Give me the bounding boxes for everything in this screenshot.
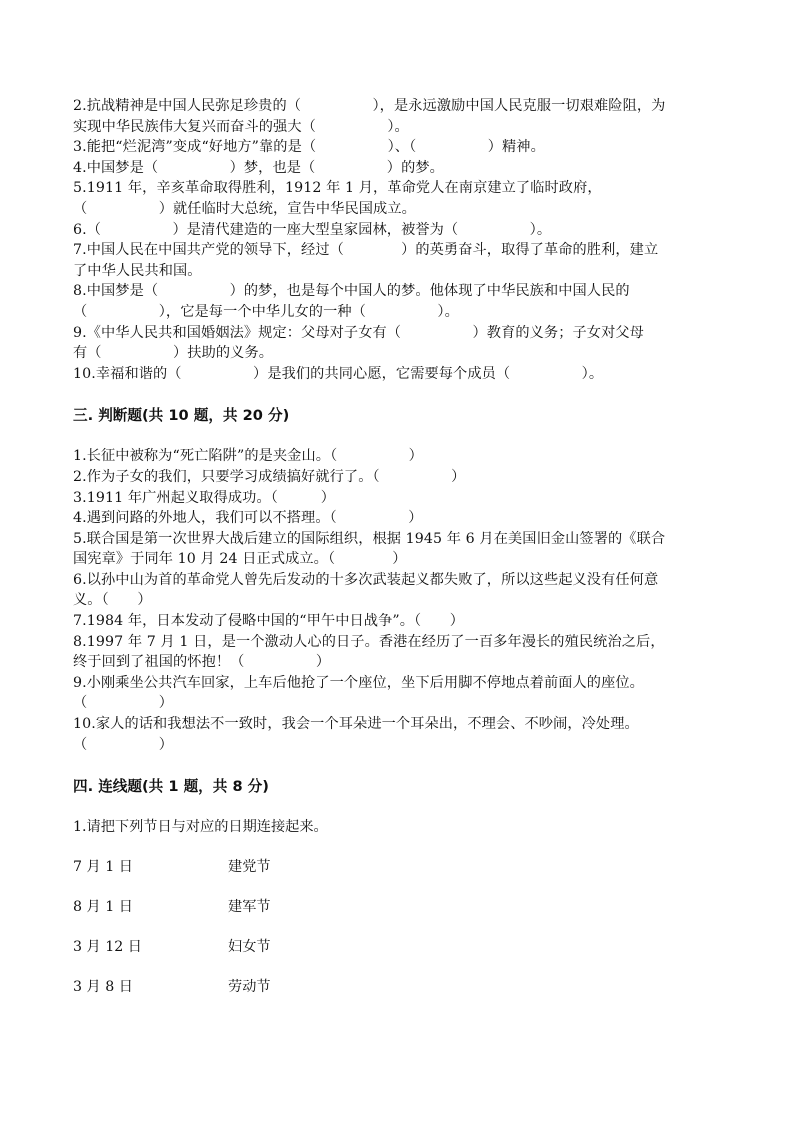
question-line: 7.中国人民在中国共产党的领导下，经过（ ）的英勇奋斗，取得了革命的胜利，建立 <box>73 242 659 259</box>
question-line: 5.联合国是第一次世界大战后建立的国际组织，根据 1945 年 6 月在美国旧金山签署的《联合 <box>73 530 666 547</box>
question-line: （ ），它是每一个中华儿女的一种（ ）。 <box>73 303 459 320</box>
judge-section <box>73 446 733 755</box>
section-title-judge: 三. 判断题(共 10 题，共 20 分) <box>73 407 290 425</box>
question-line: 实现中华民族伟大复兴而奋斗的强大（ ）。 <box>73 118 409 135</box>
question-line: 2.抗战精神是中国人民弥足珍贵的（ ），是永远激励中国人民克服一切艰难险阻，为 <box>73 98 666 114</box>
question-line: 9.小刚乘坐公共汽车回家，上车后他抢了一个座位，坐下后用脚不停地点着前面人的座位。 <box>73 674 644 691</box>
question-line: 义。（ ） <box>73 592 152 609</box>
matching-instruction: 1.请把下列节日与对应的日期连接起来。 <box>73 819 328 836</box>
question-line: 7.1984 年，日本发动了侵略中国的“甲午中日战争”。（ ） <box>73 613 465 630</box>
question-line: 2.作为子女的我们，只要学习成绩搞好就行了。（ ） <box>73 468 466 485</box>
question-line: 9.《中华人民共和国婚姻法》规定：父母对子女有（ ）教育的义务；子女对父母 <box>73 324 644 341</box>
matching-date[interactable]: 7 月 1 日 <box>73 859 133 876</box>
question-line: 国宪章》于同年 10 月 24 日正式成立。（ ） <box>73 551 407 568</box>
question-line: 3.能把“烂泥湾”变成“好地方”靠的是（ ）、（ ）精神。 <box>73 139 545 156</box>
question-line: 3.1911 年广州起义取得成功。（ ） <box>73 489 336 506</box>
question-line: 10.家人的话和我想法不一致时，我会一个耳朵进一个耳朵出，不理会、不吵闹，冷处理。 <box>73 716 639 733</box>
matching-date[interactable]: 3 月 12 日 <box>73 939 142 956</box>
matching-row <box>73 936 733 976</box>
question-line: 5.1911 年，辛亥革命取得胜利，1912 年 1 月，革命党人在南京建立了临时政府， <box>73 180 602 197</box>
matching-row <box>73 856 733 896</box>
matching-section <box>73 817 733 1016</box>
matching-date[interactable]: 3 月 8 日 <box>73 979 133 996</box>
question-line: 6.（ ）是清代建造的一座大型皇家园林，被誉为（ ）。 <box>73 221 552 238</box>
matching-festival[interactable]: 妇女节 <box>228 939 271 956</box>
matching-row <box>73 976 733 1016</box>
section-title-matching: 四. 连线题(共 1 题，共 8 分) <box>73 778 269 796</box>
question-line: 终于回到了祖国的怀抱！（ ） <box>73 654 331 671</box>
question-line: 1.长征中被称为“死亡陷阱”的是夹金山。（ ） <box>73 448 423 465</box>
question-line: 6.以孙中山为首的革命党人曾先后发动的十多次武装起义都失败了，所以这些起义没有任何意 <box>73 571 659 588</box>
question-line: （ ） <box>73 736 174 753</box>
question-line: （ ） <box>73 695 174 712</box>
question-line: 4.中国梦是（ ）梦，也是（ ）的梦。 <box>73 159 444 176</box>
question-line: 4.遇到问路的外地人，我们可以不搭理。（ ） <box>73 510 423 527</box>
matching-festival[interactable]: 建党节 <box>228 859 271 876</box>
question-line: 了中华人民共和国。 <box>73 262 202 279</box>
matching-festival[interactable]: 劳动节 <box>228 979 271 996</box>
question-line: 8.1997 年 7 月 1 日，是一个激动人心的日子。香港在经历了一百多年漫长的殖民统治之后， <box>73 633 665 650</box>
question-line: 有（ ）扶助的义务。 <box>73 345 274 362</box>
fill-blank-section <box>73 96 733 384</box>
question-line: （ ）就任临时大总统，宣告中华民国成立。 <box>73 200 416 217</box>
question-line: 8.中国梦是（ ）的梦，也是每个中国人的梦。他体现了中华民族和中国人民的 <box>73 283 630 300</box>
matching-row <box>73 896 733 936</box>
worksheet-page <box>73 96 733 1016</box>
question-line: 10.幸福和谐的（ ）是我们的共同心愿，它需要每个成员（ ）。 <box>73 365 604 382</box>
matching-date[interactable]: 8 月 1 日 <box>73 899 133 916</box>
matching-festival[interactable]: 建军节 <box>228 899 271 916</box>
